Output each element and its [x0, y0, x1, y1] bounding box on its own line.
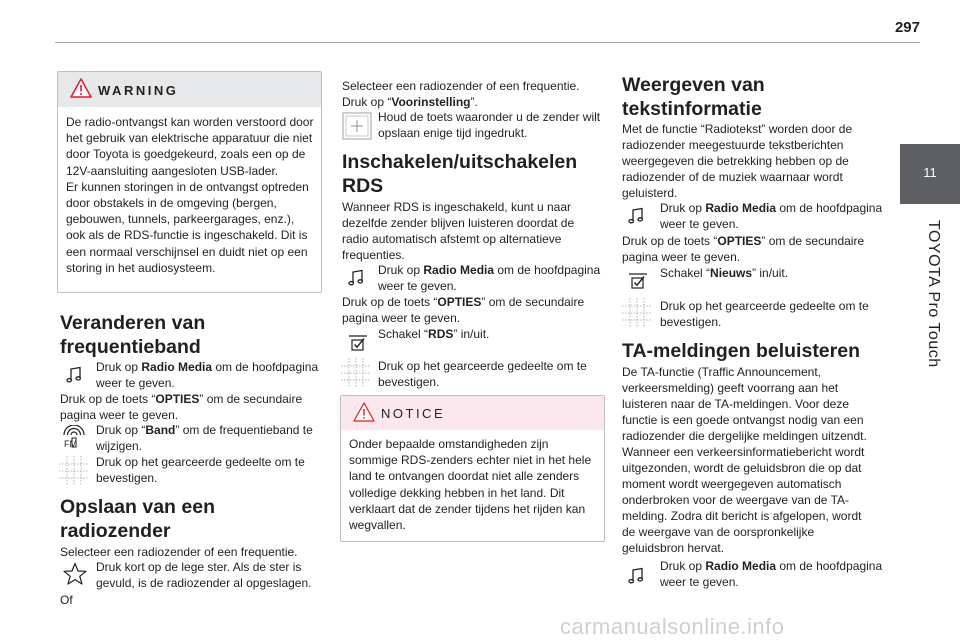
- textinfo-step-1-post: om de hoofdpagina weer te geven.: [660, 201, 883, 231]
- rds-step-1-post: om de hoofdpagina weer te geven.: [378, 263, 601, 293]
- textinfo-heading: [622, 73, 862, 121]
- rds-step-3-post: ” in/uit.: [453, 327, 490, 341]
- save-step-4: Houd de toets waaronder u de zender wilt opslaan enige tijd ingedrukt.: [378, 110, 601, 140]
- textinfo-step-3-post: ” in/uit.: [752, 266, 789, 280]
- warning-paragraph-2: Er kunnen storingen in de ontvangst optreden door obstakels in de omgeving (bergen, gebouwen, tunnels, parkeergarages, enz.), ook als de RDS-functie is ingeschakeld. Dit is een normaal verschijnsel en duidt niet op een storing in het audiosysteem.: [66, 179, 309, 275]
- freq-step-3: [96, 422, 322, 454]
- freq-step-3-bold: Band: [145, 423, 176, 437]
- preset-plus-icon: [342, 112, 372, 140]
- textinfo-step-2-pre: Druk op de toets “: [622, 234, 718, 248]
- rds-step-2-pre: Druk op de toets “: [342, 295, 438, 309]
- shaded-area-icon: [622, 298, 652, 328]
- freq-step-1: [96, 359, 322, 391]
- shaded-area-icon: [341, 358, 371, 388]
- rds-intro: Wanneer RDS is ingeschakeld, kunt u naar dezelfde zender blijven luisteren doordat de radio automatisch afstemt op alternatieve frequenties.: [342, 200, 575, 262]
- notice-title: NOTICE: [381, 406, 446, 421]
- rds-step-4: Druk op het gearceerde gedeelte om te bevestigen.: [378, 359, 587, 389]
- freq-step-2-bold: OPTIES: [155, 392, 200, 406]
- freq-step-1-pre: Druk op: [96, 360, 142, 374]
- notice-header: [341, 396, 604, 430]
- save-intro: Selecteer een radiozender of een frequentie.: [60, 545, 298, 559]
- warning-box: [57, 71, 322, 293]
- save-step-3-pre: Druk op “: [342, 95, 392, 109]
- rds-heading-line-1: Inschakelen/uitschakelen: [342, 151, 578, 173]
- rds-step-1-pre: Druk op: [378, 263, 424, 277]
- ta-heading: TA-meldingen beluisteren: [622, 340, 860, 362]
- ta-step-1-post: om de hoofdpagina weer te geven.: [660, 559, 883, 589]
- warning-paragraph-1: De radio-ontvangst kan worden verstoord door het gebruik van elektrische apparatuur die niet door Toyota is goedgekeurd, zoals een op de 12V-aansluiting aangesloten USB-lader.: [66, 115, 314, 178]
- freq-step-1-bold: Radio Media: [141, 360, 213, 374]
- chapter-title: TOYOTA Pro Touch: [925, 220, 942, 368]
- save-heading-line-2: radiozender: [60, 520, 171, 542]
- rds-heading: [342, 150, 604, 198]
- rds-step-2: [342, 294, 604, 326]
- watermark: carmanualsonline.info: [560, 614, 785, 639]
- checkbox-toggle-icon: [344, 330, 372, 354]
- freq-step-1-post: om de hoofdpagina weer te geven.: [96, 360, 319, 390]
- freq-heading: [60, 311, 320, 359]
- textinfo-intro: Met de functie “Radiotekst” worden door de radiozender meegestuurde tekstberichten weergegeven die betrekking hebben op de radiozender of de muziek waarnaar wordt geluisterd.: [622, 122, 853, 200]
- save-step-1: Druk kort op de lege ster. Als de ster is gevuld, is de radiozender al opgeslagen.: [96, 560, 312, 590]
- ta-step-1-pre: Druk op: [660, 559, 706, 573]
- freq-step-4: Druk op het gearceerde gedeelte om te bevestigen.: [96, 455, 305, 485]
- checkbox-toggle-icon: [624, 268, 652, 292]
- textinfo-heading-line-1: Weergeven van: [622, 74, 765, 96]
- textinfo-step-3: [660, 265, 885, 281]
- save-heading: [60, 495, 320, 543]
- textinfo-step-3-bold: Nieuws: [710, 266, 753, 280]
- textinfo-step-1-bold: Radio Media: [705, 201, 777, 215]
- star-icon: [60, 560, 90, 588]
- save-step-3-bold: Voorinstelling: [391, 95, 471, 109]
- freq-step-3-post: ” om de frequentieband te wijzigen.: [96, 423, 313, 453]
- save-heading-line-1: Opslaan van een: [60, 496, 215, 518]
- textinfo-step-2-bold: OPTIES: [717, 234, 762, 248]
- notice-triangle-icon: [353, 402, 375, 427]
- music-note-icon: [624, 205, 648, 227]
- save-step-2: Selecteer een radiozender of een frequentie.: [342, 79, 580, 93]
- rds-step-2-bold: OPTIES: [437, 295, 482, 309]
- rds-step-1: [378, 262, 604, 294]
- ta-step-1-bold: Radio Media: [705, 559, 777, 573]
- warning-text: [66, 114, 316, 276]
- freq-step-3-pre: Druk op “: [96, 423, 146, 437]
- freq-step-2: [60, 391, 322, 423]
- save-step-3-post: ”.: [470, 95, 478, 109]
- textinfo-step-4: Druk op het gearceerde gedeelte om te bevestigen.: [660, 299, 869, 329]
- textinfo-step-3-pre: Schakel “: [660, 266, 711, 280]
- header-divider: [55, 42, 920, 43]
- textinfo-heading-line-2: tekstinformatie: [622, 98, 762, 120]
- rds-step-3-bold: RDS: [428, 327, 454, 341]
- rds-heading-line-2: RDS: [342, 175, 384, 197]
- chapter-tab: 11: [900, 144, 960, 204]
- notice-box: [340, 395, 605, 542]
- textinfo-step-2: [622, 233, 867, 265]
- warning-triangle-icon: [70, 78, 92, 103]
- radio-band-icon: [60, 424, 88, 450]
- rds-step-1-bold: Radio Media: [423, 263, 495, 277]
- warning-header: [58, 72, 321, 107]
- freq-step-2-post: ” om de secundaire pagina weer te geven.: [60, 392, 303, 422]
- textinfo-step-1-pre: Druk op: [660, 201, 706, 215]
- save-or: Of: [60, 593, 73, 607]
- shaded-area-icon: [59, 456, 89, 486]
- save-step-3: [342, 94, 604, 110]
- notice-text: Onder bepaalde omstandigheden zijn sommige RDS-zenders echter niet in het hele land te ontvangen doordat niet alle zenders volledige dekking hebben in het land. Dit verklaart dat de zender tijdens het rijden kan wegvallen.: [349, 437, 592, 533]
- music-note-icon: [62, 364, 86, 386]
- rds-step-3: [378, 326, 604, 342]
- ta-intro: De TA-functie (Traffic Announcement, verkeersmelding) geeft voorrang aan het luisteren naar de TA-meldingen. Voor deze functie is een goede ontvangst nodig van een radiozender die dergelijke meldingen uitzendt. Wanneer een verkeersinformatiebericht wordt uitgezonden, wordt de geluidsbron die op dat moment wordt weergegeven automatisch onderbroken voor de weergave van de TA-melding. Zodra dit bericht is afgelopen, wordt de weergave van de oorspronkelijke geluidsbron hervat.: [622, 365, 867, 555]
- page-number: 297: [894, 19, 920, 36]
- ta-step-1: [660, 558, 885, 590]
- svg-text:FM: FM: [64, 439, 77, 449]
- freq-step-2-pre: Druk op de toets “: [60, 392, 156, 406]
- music-note-icon: [624, 565, 648, 587]
- rds-step-2-post: ” om de secundaire pagina weer te geven.: [342, 295, 585, 325]
- rds-step-3-pre: Schakel “: [378, 327, 429, 341]
- textinfo-step-2-post: ” om de secundaire pagina weer te geven.: [622, 234, 865, 264]
- textinfo-step-1: [660, 200, 885, 232]
- freq-heading-line-2: frequentieband: [60, 336, 201, 358]
- music-note-icon: [344, 267, 368, 289]
- warning-title: WARNING: [98, 83, 179, 98]
- freq-heading-line-1: Veranderen van: [60, 312, 206, 334]
